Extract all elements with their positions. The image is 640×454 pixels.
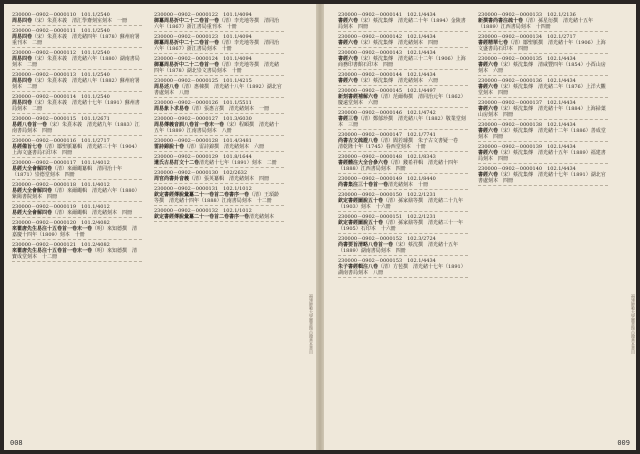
entry-id: 230000－0902－0000138 102.1/4434: [478, 122, 576, 128]
catalog-entry: [12, 12, 142, 26]
entry-description: （清）來爾繩纂輯 清同治十年（1871）崇德堂刻本 四冊: [12, 166, 123, 178]
entry-title: 尚書要旨清略八卷首一卷: [338, 242, 394, 248]
entry-description: 清光緒十七年（1891）刻本 二冊: [199, 160, 277, 166]
entry-description: （清）閻若璩撰 朱子古文書疑一卷 清乾隆十年（1745）眷西堂刻本 十冊: [338, 138, 464, 150]
entry-title: 易經大全會解四卷: [12, 210, 53, 216]
catalog-entry: [338, 110, 468, 130]
entry-description: （清）張英纂輯 清光緒刻本 四冊: [189, 176, 270, 182]
entry-description: （明）來知德撰 清嘉慶十四年（1809）刻本 十冊: [12, 226, 138, 238]
entry-title: 周易述八卷: [154, 84, 180, 90]
catalog-entry: [12, 72, 142, 92]
entry-id: 230000－0902－0000144 102.1/4434: [338, 72, 436, 78]
entry-id: 230000－0902－0000130 102/2632: [154, 170, 248, 176]
catalog-entry: [12, 138, 142, 158]
entry-description: （清）張惠言撰 清光緒刻本 一冊: [189, 106, 270, 112]
catalog-entry: [154, 170, 284, 184]
entry-title: 易經八卷首一卷: [12, 122, 48, 128]
entry-id: 230000－0902－0000121 101.2/4082: [12, 242, 110, 248]
catalog-entry: [338, 88, 468, 108]
entry-title: 周易象卜求易卷: [154, 106, 190, 112]
entry-id: 230000－0902－0000129 101.8/1644: [154, 154, 252, 160]
entry-description: （清）李光地等撰 清同治六年（1867）浙江書局刻本 十冊: [154, 40, 280, 52]
entry-id: 230000－0902－0000148 102.1/8343: [338, 154, 436, 160]
entry-description: （清）方苞撰 清光緒十七年（1891）湖南書局刻本 八冊: [338, 264, 466, 276]
entry-id: 230000－0902－0000137 102.1/4434: [478, 100, 576, 106]
entry-title: 書經六卷: [338, 40, 359, 46]
entry-description: （清）李光地等撰 清同治六年（1867）浙江書局重刊本 十冊: [154, 18, 280, 30]
catalog-entry: [12, 182, 142, 202]
left-column-1: [12, 12, 142, 432]
entry-title: 欽定書經圖說五十卷: [338, 198, 384, 204]
catalog-entry: [154, 78, 284, 98]
entry-description: （清）孫星衍撰 清光緒十五年（1889）江西書局刻本 十四冊: [478, 18, 594, 30]
entry-description: （宋）蔡沈集傳 清光緒二年（1876）上洋大觀堂刻本 四冊: [478, 84, 606, 96]
entry-description: （宋）蔡沈集傳 清光緒刻本 四冊: [358, 40, 439, 46]
entry-id: 230000－0902－0000115 101.1/2671: [12, 116, 110, 122]
catalog-entry: [478, 144, 608, 164]
entry-description: （清）范爾梅撰 清同治元年（1862）慶遠堂刻本 六冊: [338, 94, 466, 106]
vertical-running-header: 福建師範大學圖書館古籍善本書目: [631, 294, 636, 354]
entry-id: 230000－0902－0000146 102.1/4742: [338, 110, 436, 116]
entry-title: 書經三卷: [338, 116, 359, 122]
entry-description: （清）來爾繩輯 清光緒六年（1880）紫陽書院刻本 四冊: [12, 188, 140, 200]
left-page: [4, 4, 316, 450]
catalog-entry: [478, 56, 608, 76]
entry-id: 230000－0902－0000128 101.4/3481: [154, 138, 252, 144]
entry-description: （清）惠棟撰 清光緒十八年（1892）湖北官書處刻本 八冊: [154, 84, 282, 96]
catalog-entry: [12, 116, 142, 136]
entry-title: 書經精華七卷: [478, 40, 509, 46]
entry-id: 230000－0902－0000133 102.1/2136: [478, 12, 576, 18]
entry-title: 周易四卷: [12, 78, 33, 84]
entry-description: （清）鄒聖脈纂輯 清光緒三十年（1904）上海文盛書局石印本 四冊: [12, 144, 140, 156]
entry-id: 230000－0902－0000113 101.1/2540: [12, 72, 110, 78]
entry-title: 書經六卷: [478, 106, 499, 112]
catalog-entry: [338, 50, 468, 70]
entry-description: （清）雷詩錦撰 清光緒刻本 六冊: [184, 144, 265, 150]
entry-title: 新撰書尚書注疏十卷: [478, 18, 524, 24]
entry-description: （宋）蔡沈集傳 清光緒十年（1884）上海掃葉山房刻本 四冊: [478, 106, 606, 118]
entry-description: （宋）蔡沈集傳 清光緒刻本 六冊: [358, 78, 439, 84]
entry-id: 230000－0902－0000120 101.2/4082: [12, 220, 110, 226]
book-spread: [4, 4, 636, 450]
entry-id: 230000－0902－0000147 102.1/7741: [338, 132, 436, 138]
entry-title: 周易四卷: [12, 100, 33, 106]
entry-description: （清）錢希祥輯 清光緒十四年（1888）江西書局刻本 四冊: [338, 160, 459, 172]
catalog-entry: [338, 236, 468, 256]
entry-description: （宋）蔡沈撰 清光緒十五年（1889）湖南書局刻本 四冊: [338, 242, 459, 254]
entry-title: 周易四卷: [12, 34, 33, 40]
entry-id: 230000－0902－0000142 102.1/4434: [338, 34, 436, 40]
page-number: 008: [10, 439, 23, 447]
catalog-entry: [12, 94, 142, 114]
entry-title: 易經備旨七卷: [12, 144, 43, 150]
entry-id: 230000－0902－0000117 101.1/4012: [12, 160, 110, 166]
entry-id: 230000－0902－0000152 102.3/2724: [338, 236, 436, 242]
catalog-entry: [154, 100, 284, 114]
entry-description: （宋）朱熹本義 清光緒九年（1883）江南書局刻本 四冊: [12, 122, 140, 134]
entry-title: 尚書古文疏證八卷: [338, 138, 379, 144]
catalog-entry: [154, 138, 284, 152]
entry-id: 230000－0902－0000135 102.1/4434: [478, 56, 576, 62]
entry-id: 230000－0902－0000132 102.1/1012: [154, 208, 252, 214]
entry-description: （宋）蔡沈集傳 清光緒十五年（1889）福建書局刻本 四冊: [478, 150, 606, 162]
entry-id: 230000－0902－0000127 101.3/6030: [154, 116, 252, 122]
entry-title: 周易四卷: [12, 56, 33, 62]
entry-title: 書經六卷: [338, 18, 359, 24]
entry-id: 230000－0902－0000150 102.2/1231: [338, 192, 436, 198]
catalog-entry: [154, 154, 284, 168]
entry-title: 易經大全會解四卷: [12, 166, 53, 172]
entry-title: 欽定書經傳說彙纂二十一卷首二卷書序一卷: [154, 192, 250, 198]
entry-description: （宋）朱熹本義 清光緒十七年（1891）蘇州書局刻本 二冊: [12, 100, 140, 112]
entry-description: （宋）朱熹本義 清光緒四年（1878）蘇州府署重刊本 二冊: [12, 34, 140, 46]
entry-id: 230000－0902－0000114 101.1/2540: [12, 94, 110, 100]
catalog-entry: [338, 192, 468, 212]
entry-description: （清）鄒聖脈撰 清光緒十年（1906）上海文盛書局石印本 四冊: [478, 40, 606, 52]
catalog-entry: [338, 34, 468, 48]
entry-title: 周易四卷: [12, 18, 33, 24]
entry-title: 來瞿唐先生易注十五卷首一卷末一卷: [12, 226, 93, 232]
entry-title: 周易傳義音訓八卷首一卷末一卷: [154, 122, 225, 128]
entry-id: 230000－0902－0000125 101.1/4215: [154, 78, 252, 84]
entry-id: 230000－0902－0000112 101.1/2540: [12, 50, 110, 56]
entry-id: 230000－0902－0000119 101.1/4012: [12, 204, 110, 210]
entry-description: （宋）程頤撰 清光緒十五年（1889）江南書局刻本 八冊: [154, 122, 280, 134]
entry-description: 清光緒刻本: [249, 214, 275, 220]
entry-id: 230000－0902－0000111 101.1/2540: [12, 28, 110, 34]
entry-description: （宋）蔡沈集傳 清光緒二十年（1894）金陵書局刻本 四冊: [338, 18, 466, 30]
catalog-entry: [154, 12, 284, 32]
catalog-entry: [12, 204, 142, 218]
entry-id: 230000－0902－0000141 102.1/4434: [338, 12, 436, 18]
entry-id: 230000－0902－0000126 101.1/5511: [154, 100, 252, 106]
catalog-entry: [478, 100, 608, 120]
left-column-2: [154, 12, 284, 432]
entry-title: 書經六卷: [338, 78, 359, 84]
right-column-1: [478, 12, 608, 432]
entry-description: （宋）朱熹本義 清光緒六年（1880）湖南書局刻本 二冊: [12, 56, 140, 68]
entry-description: （宋）蔡沈集傳 清光緒三十二年（1906）上海商務印書館石印本 四冊: [338, 56, 466, 68]
vertical-running-header: 福建師範大學圖書館古籍善本書目: [309, 294, 314, 354]
catalog-entry: [338, 12, 468, 32]
entry-description: （宋）蔡沈集傳 清咸豐四年（1854）小酉山房刻本 六冊: [478, 62, 606, 74]
entry-description: （清）來爾繩輯 清光緒刻本 四冊: [52, 210, 133, 216]
entry-title: 書經六卷: [478, 172, 499, 178]
entry-id: 230000－0902－0000136 102.1/4434: [478, 78, 576, 84]
entry-id: 230000－0902－0000116 101.1/2717: [12, 138, 110, 144]
entry-title: 欽定書經傳說彙纂二十一卷首二卷書序一卷: [154, 214, 250, 220]
entry-id: 230000－0902－0000134 102.1/2717: [478, 34, 576, 40]
entry-description: （清）李光地等撰 清光緒四年（1878）湖北崇文書局刻本 十冊: [154, 62, 280, 74]
catalog-entry: [478, 122, 608, 142]
catalog-entry: [338, 214, 468, 234]
entry-title: 御纂周易折中二十二卷首一卷: [154, 40, 220, 46]
catalog-entry: [338, 176, 468, 190]
catalog-entry: [154, 208, 284, 222]
entry-title: 遺氏古易訂文十二卷: [154, 160, 200, 166]
catalog-entry: [154, 56, 284, 76]
entry-id: 230000－0902－0000140 102.1/4434: [478, 166, 576, 172]
catalog-entry: [12, 220, 142, 240]
catalog-entry: [338, 72, 468, 86]
catalog-entry: [12, 242, 142, 262]
entry-description: （宋）蔡沈集傳 清光緒十二年（1886）善成堂刻本 四冊: [478, 128, 606, 140]
entry-title: 書經六卷: [338, 56, 359, 62]
entry-id: 230000－0902－0000122 101.1/4094: [154, 12, 252, 18]
catalog-entry: [338, 132, 468, 152]
entry-title: 易經大全會解四卷: [12, 188, 53, 194]
entry-title: 御纂周易折中二十二卷首一卷: [154, 62, 220, 68]
catalog-entry: [12, 50, 142, 70]
catalog-entry: [478, 34, 608, 54]
entry-title: 來瞿唐先生易注十五卷首一卷末一卷: [12, 248, 93, 254]
entry-id: 230000－0902－0000149 102.1/8440: [338, 176, 436, 182]
catalog-entry: [338, 258, 468, 278]
entry-description: （宋）蔡沈集傳 清光緒十七年（1891）湖北官書處刻本 四冊: [478, 172, 606, 184]
entry-title: 新刻書經補解六卷: [338, 94, 379, 100]
entry-title: 書經體注大全合參六卷: [338, 160, 389, 166]
entry-title: 尚書集注三十卷首一卷: [338, 182, 389, 188]
entry-title: 朱子書經輯注八卷: [338, 264, 379, 270]
entry-description: （清）王頊齡等撰 清光緒十四年（1888）江南書局刻本 十二冊: [154, 192, 280, 204]
entry-title: 書經六卷: [478, 150, 499, 156]
catalog-entry: [12, 160, 142, 180]
catalog-entry: [154, 116, 284, 136]
entry-id: 230000－0902－0000123 101.1/4094: [154, 34, 252, 40]
book-gutter: [316, 4, 324, 450]
catalog-entry: [154, 34, 284, 54]
entry-description: （宋）朱熹本義 清汇學齋刻室刻本 一冊: [32, 18, 128, 24]
catalog-entry: [478, 78, 608, 98]
entry-id: 230000－0902－0000131 102.1/1012: [154, 186, 252, 192]
entry-description: （清）鄭郁珍撰 清光緒八年（1882）敬業堂刻本 三冊: [338, 116, 466, 128]
catalog-entry: [478, 12, 608, 32]
entry-title: 書經六卷: [478, 84, 499, 90]
entry-id: 230000－0902－0000124 101.1/4094: [154, 56, 252, 62]
catalog-entry: [12, 28, 142, 48]
entry-description: （清）孫家鼐等撰 清光緒三十一年（1905）石印本 十六冊: [338, 220, 464, 232]
entry-description: （宋）朱熹本義 清光緒八年（1882）蘇州府署刻本 二冊: [12, 78, 140, 90]
entry-title: 御纂周易折中二十二卷首一卷: [154, 18, 220, 24]
entry-title: 書經六卷: [478, 62, 499, 68]
page-number: 009: [617, 439, 630, 447]
entry-id: 230000－0902－0000110 101.1/2540: [12, 12, 110, 18]
entry-id: 230000－0902－0000151 102.2/1231: [338, 214, 436, 220]
entry-title: 雷詩錦說十卷: [154, 144, 185, 150]
catalog-entry: [154, 186, 284, 206]
entry-id: 230000－0902－0000118 101.1/4012: [12, 182, 110, 188]
entry-title: 周官尚書卦音義: [154, 176, 190, 182]
entry-id: 230000－0902－0000145 102.1/4497: [338, 88, 436, 94]
entry-id: 230000－0902－0000139 102.1/4434: [478, 144, 576, 150]
entry-id: 230000－0902－0000153 102.1/4434: [338, 258, 436, 264]
entry-description: 清光緒刻本 十冊: [388, 182, 429, 188]
right-column-2: [338, 12, 468, 432]
entry-title: 書經六卷: [478, 128, 499, 134]
catalog-entry: [478, 166, 608, 186]
right-page: [324, 4, 636, 450]
catalog-entry: [338, 154, 468, 174]
entry-description: （清）孫家鼐等撰 清光緒二十九年（1903）刻本 十六冊: [338, 198, 464, 210]
entry-id: 230000－0902－0000143 102.1/4434: [338, 50, 436, 56]
entry-description: （明）來知德撰 清寶成堂刻本 十二冊: [12, 248, 138, 260]
entry-title: 欽定書經圖說五十卷: [338, 220, 384, 226]
